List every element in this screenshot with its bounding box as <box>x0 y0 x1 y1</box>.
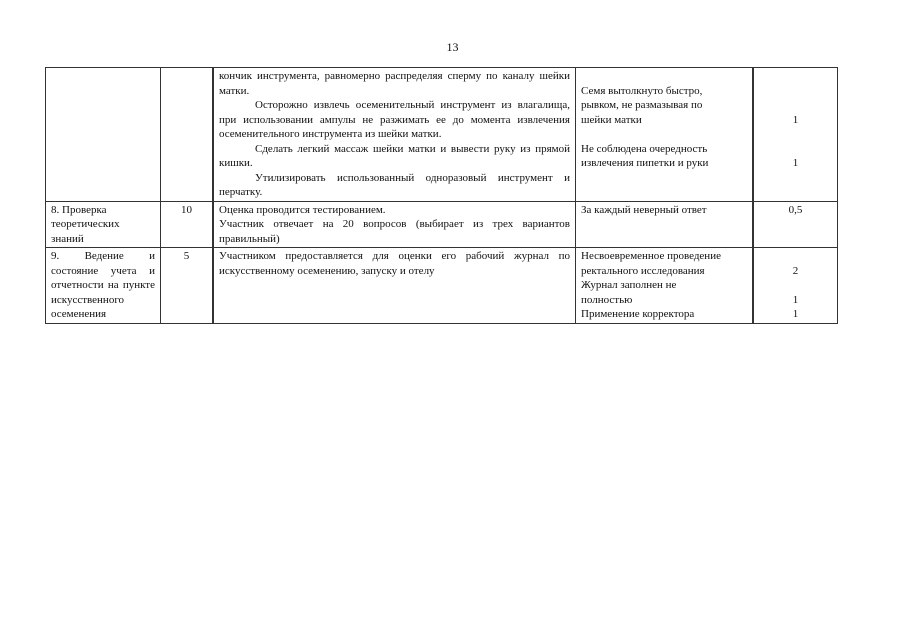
error-line: Семя вытолкнуто быстро, <box>581 84 703 97</box>
procedure-paragraph: Участником предоставляется для оценки его рабочий журнал по искусственному осеменению, запуску и отелу <box>219 250 570 277</box>
table-row <box>46 68 838 202</box>
penalty-cell <box>753 248 838 324</box>
error-line: полностью <box>581 293 633 306</box>
penalty-value: 2 <box>792 264 799 277</box>
procedure-paragraph: Утилизировать использованный одноразовый инструмент и перчатку. <box>219 171 570 198</box>
error-line: Журнал заполнен не <box>581 279 677 291</box>
table-row <box>46 248 838 324</box>
max-score-cell <box>161 68 214 202</box>
stage-cell <box>46 248 161 324</box>
error-line: Несвоевременное проведение <box>581 250 721 262</box>
error-line: Не соблюдена очередность <box>581 142 708 155</box>
penalty-cell: 0,5 <box>753 201 838 248</box>
penalty-value: 1 <box>792 157 799 169</box>
procedure-cell <box>213 68 576 202</box>
table-row <box>46 201 838 248</box>
stage-cell <box>46 201 161 248</box>
procedure-paragraph: Сделать легкий массаж шейки матки и вывести руку из прямой кишки. <box>219 142 570 169</box>
procedure-cell <box>213 201 576 248</box>
error-line: За каждый неверный ответ <box>581 203 707 216</box>
error-cell <box>576 68 754 202</box>
error-cell <box>576 201 754 248</box>
procedure-paragraph: Осторожно извлечь осеменительный инструмент из влагалища, при использовании ампулы не разжимать ее до момента извлечения осеменительного инструмента из шейки матки. <box>219 99 570 140</box>
procedure-paragraph: кончик инструмента, равномерно распределяя сперму по каналу шейки матки. <box>219 70 570 97</box>
procedure-paragraph: Оценка проводится тестированием. <box>219 203 386 216</box>
max-score-cell: 10 <box>161 201 214 248</box>
penalty-value: 1 <box>792 308 799 320</box>
penalty-value: 1 <box>792 113 799 126</box>
error-line: шейки матки <box>581 113 642 126</box>
penalty-value: 1 <box>792 293 799 306</box>
max-score-cell: 5 <box>161 248 214 324</box>
error-line: Применение корректора <box>581 308 695 320</box>
error-cell <box>576 248 754 324</box>
procedure-paragraph: Участник отвечает на 20 вопросов (выбирает из трех вариантов правильный) <box>219 218 570 245</box>
error-line: извлечения пипетки и руки <box>581 157 709 169</box>
stage-cell <box>46 68 161 202</box>
error-line: ректального исследования <box>581 264 705 277</box>
evaluation-table <box>45 67 838 324</box>
stage-label: 8. Проверка теоретических знаний <box>51 203 120 245</box>
procedure-cell <box>213 248 576 324</box>
penalty-cell <box>753 68 838 202</box>
page-number: 13 <box>446 40 459 54</box>
error-line: рывком, не размазывая по <box>581 99 703 111</box>
stage-label: 9. Ведение и состояние учета и отчетности на пункте искусственного осеменения <box>51 250 155 320</box>
